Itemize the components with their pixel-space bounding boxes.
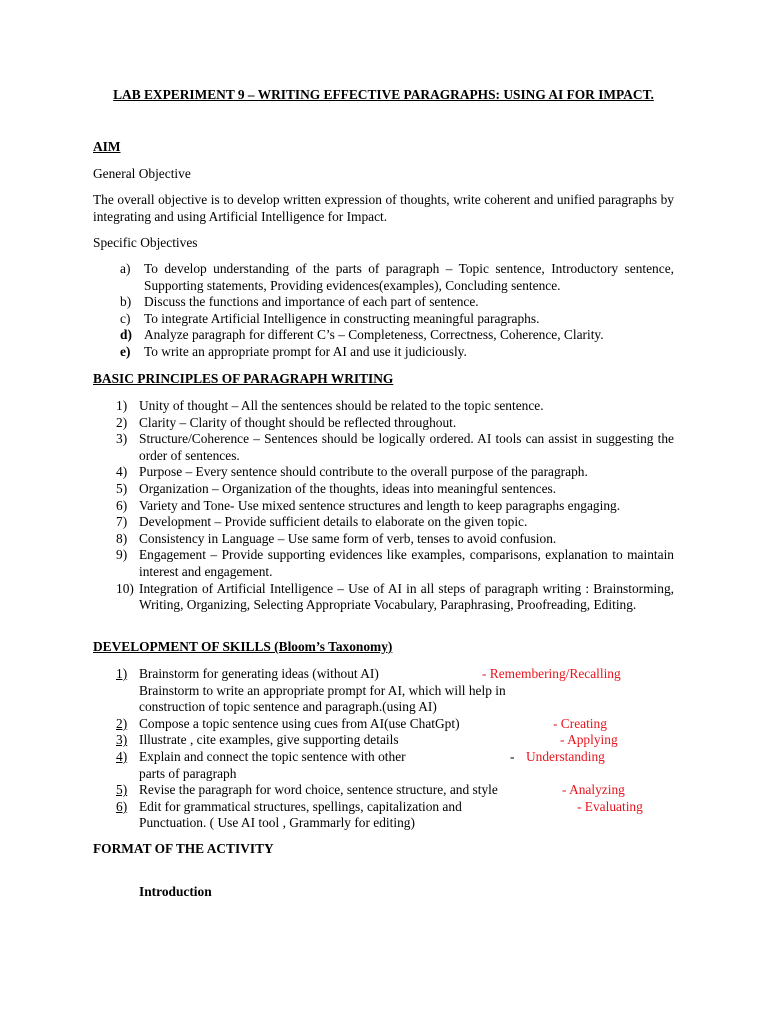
skill-text-line: Brainstorm for generating ideas (without AI) — [139, 666, 379, 681]
list-marker: 1) — [116, 398, 128, 413]
bloom-level-label: Understanding — [526, 749, 605, 764]
principles-heading: BASIC PRINCIPLES OF PARAGRAPH WRITING — [93, 371, 394, 386]
list-marker: 2) — [116, 414, 128, 430]
list-item — [93, 481, 674, 498]
list-item-text: Purpose – Every sentence should contribute to the overall purpose of the paragraph. — [139, 464, 588, 480]
list-item-text: Consistency in Language – Use same form of verb, tenses to avoid confusion. — [139, 530, 557, 546]
list-item — [93, 531, 674, 548]
list-marker: 7) — [116, 514, 128, 530]
list-marker: 3) — [116, 732, 128, 748]
skill-text-line: parts of paragraph — [139, 765, 237, 781]
bloom-level-label: - Evaluating — [577, 798, 643, 814]
list-item — [93, 431, 674, 464]
list-marker: 1) — [116, 666, 128, 681]
list-marker: c) — [120, 310, 131, 326]
list-marker: a) — [120, 261, 131, 276]
list-marker: b) — [120, 294, 132, 310]
list-marker: 4) — [116, 749, 128, 764]
format-heading: FORMAT OF THE ACTIVITY — [93, 841, 274, 856]
list-item-text: Clarity – Clarity of thought should be reflected throughout. — [139, 414, 457, 430]
list-marker: 3) — [116, 431, 128, 447]
general-objective-label: General Objective — [93, 166, 191, 181]
list-item — [93, 261, 674, 294]
list-item-text: Analyze paragraph for different C’s – Completeness, Correctness, Coherence, Clarity. — [144, 327, 604, 343]
list-item — [93, 398, 674, 415]
list-item-text: Organization – Organization of the thoughts, ideas into meaningful sentences. — [139, 480, 557, 496]
specific-objectives-label: Specific Objectives — [93, 235, 198, 250]
list-item-text: Unity of thought – All the sentences should be related to the topic sentence. — [139, 398, 544, 413]
bloom-level-label: - Applying — [560, 732, 618, 748]
skill-text-line: Brainstorm to write an appropriate prompt for AI, which will help in — [139, 682, 506, 698]
skill-text-line: Illustrate , cite examples, give supporting details — [139, 732, 399, 748]
list-item — [93, 464, 674, 481]
list-item-text: To integrate Artificial Intelligence in constructing meaningful paragraphs. — [144, 310, 540, 326]
list-item — [93, 415, 674, 432]
list-marker: 6) — [116, 798, 128, 814]
bloom-level-dash: - — [510, 749, 515, 764]
list-marker: 6) — [116, 497, 128, 513]
list-marker: d) — [120, 327, 132, 343]
aim-heading: AIM — [93, 139, 121, 154]
list-item — [93, 327, 674, 344]
list-marker: 5) — [116, 782, 128, 798]
list-marker: e) — [120, 343, 131, 359]
list-item — [93, 581, 674, 614]
list-item — [93, 344, 674, 361]
document-title: LAB EXPERIMENT 9 – WRITING EFFECTIVE PARAGRAPHS: USING AI FOR IMPACT. — [113, 87, 654, 102]
skill-text-line: construction of topic sentence and paragraph.(using AI) — [139, 699, 437, 715]
list-item-text: To write an appropriate prompt for AI and use it judiciously. — [144, 343, 467, 359]
skill-text-line: Compose a topic sentence using cues from AI(use ChatGpt) — [139, 715, 460, 731]
specific-objectives-list — [93, 261, 674, 361]
skill-text-line: Edit for grammatical structures, spellings, capitalization and — [139, 798, 462, 814]
list-marker: 4) — [116, 464, 128, 480]
principles-list — [93, 398, 674, 614]
skills-heading: DEVELOPMENT OF SKILLS (Bloom’s Taxonomy) — [93, 639, 393, 654]
list-item — [93, 514, 674, 531]
list-item-text: Engagement – Provide supporting evidences like examples, comparisons, explanation to maintain interest and engagement. — [139, 547, 674, 579]
skill-text-line: Revise the paragraph for word choice, sentence structure, and style — [139, 782, 498, 798]
list-item-text: To develop understanding of the parts of paragraph – Topic sentence, Introductory sentence, Supporting statements, Providing evidences(examples), Concluding sentence. — [144, 261, 674, 293]
list-marker: 9) — [116, 547, 128, 563]
list-item-text: Discuss the functions and importance of each part of sentence. — [144, 294, 479, 310]
skill-text-line: Punctuation. ( Use AI tool , Grammarly for editing) — [139, 815, 415, 831]
introduction-heading: Introduction — [139, 884, 212, 899]
general-objective-text: The overall objective is to develop written expression of thoughts, write coherent and unified paragraphs by integrating and using Artificial Intelligence for Impact. — [93, 192, 674, 224]
skills-list — [93, 666, 674, 836]
list-item — [93, 311, 674, 328]
list-item-text: Structure/Coherence – Sentences should be logically ordered. AI tools can assist in suggesting the order of sentences. — [139, 431, 674, 463]
bloom-level-label: - Analyzing — [562, 782, 625, 798]
list-item-text: Integration of Artificial Intelligence – Use of AI in all steps of paragraph writing : Brainstorming, Writing, Organizing, Selecting Appropriate Vocabulary, Paraphrasing, Proofreading, Editing. — [139, 580, 674, 613]
bloom-level-label: - Remembering/Recalling — [482, 666, 621, 681]
list-item-text: Development – Provide sufficient details to elaborate on the given topic. — [139, 514, 528, 530]
list-marker: 2) — [116, 715, 128, 731]
skill-text-line: Explain and connect the topic sentence with other — [139, 749, 406, 764]
list-marker: 8) — [116, 530, 128, 546]
list-marker: 10) — [116, 580, 134, 596]
list-item-text: Variety and Tone- Use mixed sentence structures and length to keep paragraphs engaging. — [139, 497, 621, 513]
list-item — [93, 547, 674, 580]
list-item — [93, 294, 674, 311]
list-item — [93, 498, 674, 515]
bloom-level-label: - Creating — [553, 715, 607, 731]
list-marker: 5) — [116, 480, 128, 496]
